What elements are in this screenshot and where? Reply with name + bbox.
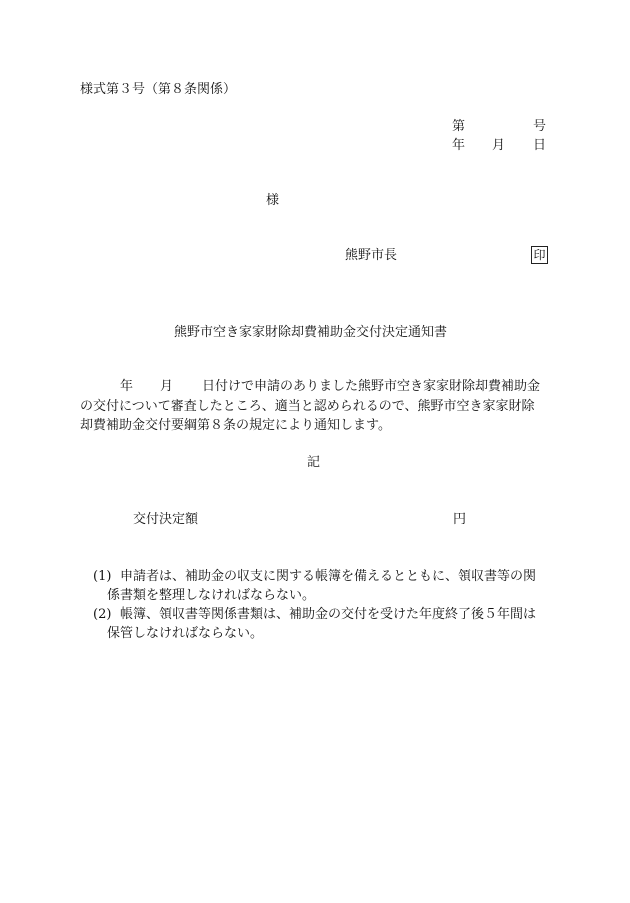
date-month: 月 — [492, 138, 506, 153]
body-line-2: の交付について審査したところ、適当と認められるので、熊野市空き家家財除 — [80, 399, 535, 414]
seal-mark: 印 — [531, 246, 548, 264]
addressee-suffix: 様 — [266, 193, 280, 208]
amount-label: 交付決定額 — [133, 512, 199, 527]
date-day: 日 — [533, 138, 547, 153]
ki-heading: 記 — [307, 455, 321, 470]
date-year: 年 — [452, 138, 466, 153]
body-month: 月 — [160, 379, 174, 394]
issuer-name: 熊野市長 — [345, 248, 398, 263]
condition-item — [93, 608, 111, 621]
condition-text-line: 帳簿、領収書等関係書類は、補助金の交付を受けた年度終了後５年間は — [120, 607, 537, 622]
body-rest: 日付けで申請のありました熊野市空き家家財除却費補助金 — [202, 379, 541, 394]
condition-number: (1) — [93, 569, 112, 584]
body-line-3: 却費補助金交付要綱第８条の規定により通知します。 — [80, 418, 391, 433]
condition-text-line: 申請者は、補助金の収支に関する帳簿を備えるとともに、領収書等の関 — [120, 569, 537, 584]
condition-item — [93, 570, 111, 583]
doc-number-go: 号 — [533, 119, 547, 134]
amount-unit: 円 — [453, 512, 467, 527]
document-title: 熊野市空き家家財除却費補助金交付決定通知書 — [174, 325, 448, 340]
form-reference: 様式第３号（第８条関係） — [80, 82, 237, 97]
condition-number: (2) — [93, 607, 112, 622]
body-year: 年 — [120, 379, 134, 394]
condition-text-line: 保管しなければならない。 — [107, 626, 264, 641]
condition-text-line: 係書類を整理しなければならない。 — [107, 588, 316, 603]
doc-number-dai: 第 — [452, 119, 466, 134]
